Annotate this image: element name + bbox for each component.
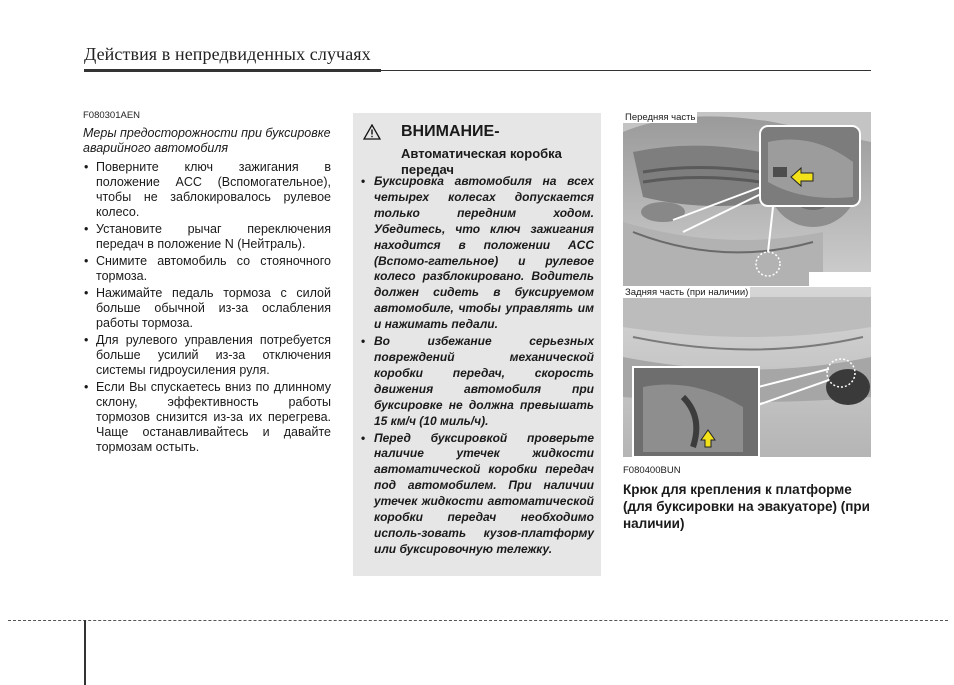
rear-tow-hook-illustration [623,287,871,457]
warning-item: • Буксировка автомобиля на всех четырех колесах допускается только передним ходом. Убедитесь, что ключ зажигания находится в положении ACC (Вспомо-гательное) и рулевое колесо разблокировано. Водитель должен сидеть в буксируемом автомобиле, чтобы управлять им и нажимать педали. [361,174,594,333]
section-title: Меры предосторожности при буксировке аварийного автомобиля [83,126,331,155]
rear-car-illustration [623,287,871,457]
footer-dashed-rule [8,620,948,621]
list-item: • Снимите автомобиль со стояночного тормоза. [83,254,331,284]
page-header-title: Действия в непредвиденных случаях [84,44,371,64]
precautions-list [83,160,331,455]
towing-precautions-section [83,110,331,457]
figure-caption: Крюк для крепления к платформе (для буксировки на эвакуаторе) (при наличии) [623,482,870,531]
list-item: • Нажимайте педаль тормоза с силой больше обычной из-за ослабления работы тормоза. [83,286,331,331]
section-code: F080301AEN [83,110,141,121]
front-label: Передняя часть [625,112,696,123]
header-rule-accent [84,69,381,72]
list-item: • Для рулевого управления потребуется больше усилий из-за отключения системы гидроусиления руля. [83,333,331,378]
list-item: • Установите рычаг переключения передач в положение N (Нейтраль). [83,222,331,252]
warning-item: • Перед буксировкой проверьте наличие утечек жидкости автоматической коробки передач под автомобилем. При наличии утечек жидкости автоматической коробки передач необходимо исполь-зовать кузов-платформу или буксировочную тележку. [361,431,594,558]
figure-code: F080400BUN [623,465,681,476]
warning-subtitle: Автоматическая коробка передач [401,146,562,177]
list-item: • Если Вы спускаетесь вниз по длинному склону, эффективность работы тормозов снизится из-за их перегрева. Чаще останавливайтесь и давайте тормозам остыть. [83,380,331,455]
warning-title: ВНИМАНИЕ- [401,123,500,140]
warning-box [353,113,601,576]
front-tow-hook-illustration [623,112,871,286]
warning-triangle-icon [363,124,381,140]
rear-label: Задняя часть (при наличии) [625,287,749,298]
front-car-illustration [623,112,871,286]
footer-vertical-rule [84,620,86,685]
list-item: • Поверните ключ зажигания в положение ACC (Вспомогательное), чтобы не заблокировалось рулевое колесо. [83,160,331,220]
warning-item: • Во избежание серьезных повреждений механической коробки передач, скорость движения автомобиля при буксировке не должна превышать 15 км/ч (10 миль/ч). [361,334,594,429]
warning-body [361,174,594,559]
